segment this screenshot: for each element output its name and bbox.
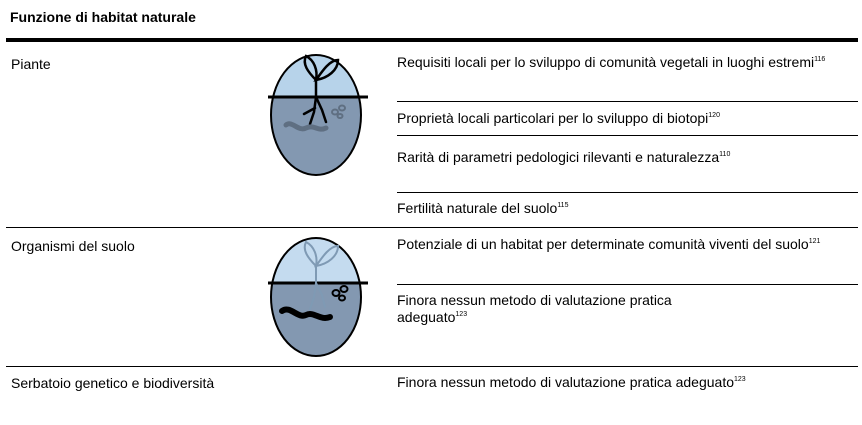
- row-divider: [397, 284, 858, 285]
- criterion: Potenziale di un habitat per determinate comunità viventi del suolo$^{121}$: [397, 236, 821, 252]
- section-divider: [6, 227, 858, 228]
- page-title: Funzione di habitat naturale: [10, 9, 196, 25]
- row-divider: [397, 135, 858, 136]
- row-label-organismi: Organismi del suolo: [11, 238, 135, 254]
- row-label-serbatoio: Serbatoio genetico e biodiversità: [11, 375, 215, 391]
- header-rule: [6, 38, 858, 42]
- criterion: Fertilità naturale del suolo$^{115}$: [397, 200, 569, 216]
- criterion: Finora nessun metodo di valutazione pratica adeguato$^{123}$: [397, 292, 672, 325]
- section-divider: [6, 366, 858, 367]
- row-divider: [397, 101, 858, 102]
- criterion: Rarità di parametri pedologici rilevanti e naturalezza$^{110}$: [397, 149, 731, 165]
- plant-soil-icon: [268, 50, 368, 180]
- criterion: Requisiti locali per lo sviluppo di comunità vegetali in luoghi estremi$^{116}$: [397, 54, 826, 70]
- soil-organisms-icon: [268, 233, 368, 363]
- criterion: Finora nessun metodo di valutazione pratica adeguato$^{123}$: [397, 374, 746, 390]
- row-label-piante: Piante: [11, 56, 51, 72]
- criterion: Proprietà locali particolari per lo sviluppo di biotopi$^{120}$: [397, 110, 720, 126]
- row-divider: [397, 192, 858, 193]
